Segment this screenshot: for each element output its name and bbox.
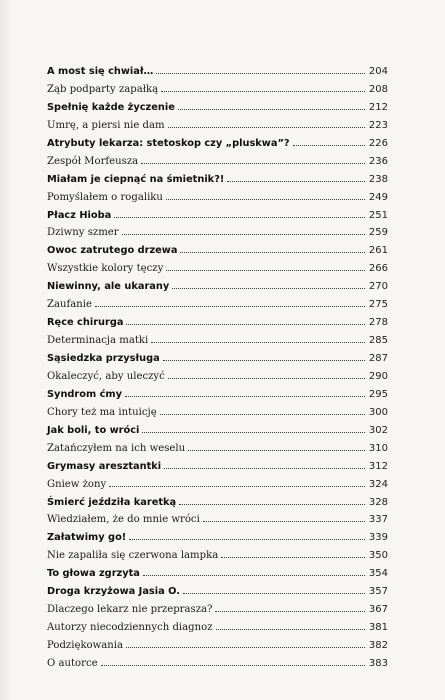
toc-entry-title: Dlaczego lekarz nie przeprasza? [47, 604, 213, 616]
dot-leader [221, 557, 365, 558]
dot-leader [95, 306, 365, 307]
toc-entry-title: Chory też ma intuicję [47, 406, 157, 418]
toc-entry-page-number: 367 [368, 604, 388, 616]
toc-entry-page-number: 312 [368, 460, 388, 472]
toc-entry [47, 263, 388, 281]
dot-leader [166, 270, 365, 271]
dot-leader [129, 539, 365, 540]
toc-entry-title: Pomyślałem o rogaliku [47, 191, 163, 203]
toc-entry [47, 497, 388, 515]
dot-leader [168, 378, 365, 379]
toc-entry [47, 245, 388, 263]
toc-entry [47, 461, 388, 479]
dot-leader [164, 468, 365, 469]
toc-entry-title: To głowa zgrzyta [47, 568, 140, 580]
toc-entry [47, 156, 388, 174]
toc-entry-title: Spełnię każde życzenie [47, 101, 175, 113]
toc-entry-title: Grymasy aresztantki [47, 460, 162, 472]
toc-entry [47, 479, 388, 497]
toc-entry [47, 550, 388, 568]
dot-leader [293, 145, 365, 146]
toc-entry [47, 371, 388, 389]
toc-entry [47, 210, 388, 228]
toc-entry-page-number: 383 [368, 657, 388, 669]
toc-entry [47, 622, 388, 640]
toc-entry [47, 120, 388, 138]
dot-leader [142, 432, 365, 433]
toc-entry [47, 192, 388, 210]
toc-entry-title: Niewinny, ale ukarany [47, 281, 170, 293]
dot-leader [161, 91, 365, 92]
toc-entry-title: Determinacja matki [47, 335, 149, 347]
dot-leader [122, 234, 365, 235]
toc-entry [47, 335, 388, 353]
toc-entry-title: Zatańczyłem na ich weselu [47, 442, 186, 454]
toc-entry-page-number: 226 [368, 137, 388, 149]
toc-entry-page-number: 251 [368, 209, 388, 221]
toc-entry-title: Miałam je ciepnąć na śmietnik?! [47, 173, 225, 185]
toc-entry-title: Śmierć jeździła karetką [47, 496, 177, 508]
toc-entry [47, 317, 388, 335]
toc-entry [47, 568, 388, 586]
toc-entry-page-number: 382 [368, 640, 388, 651]
toc-entry-title: Płacz Hioba [47, 209, 112, 221]
toc-entry-page-number: 249 [368, 191, 388, 203]
dot-leader [163, 360, 365, 361]
toc-entry [47, 227, 388, 245]
toc-entry-title: Jak boli, to wróci [47, 424, 140, 436]
dot-leader [114, 217, 365, 218]
toc-entry [47, 604, 388, 622]
toc-entry-title: Zespół Morfeusza [47, 155, 139, 167]
toc-entry-page-number: 275 [368, 299, 388, 311]
toc-entry-page-number: 204 [368, 66, 388, 77]
toc-entry-title: Ręce chirurga [47, 317, 124, 329]
toc-entry-page-number: 337 [368, 514, 388, 526]
toc-entry [47, 532, 388, 550]
toc-entry [47, 66, 388, 84]
toc-entry [47, 353, 388, 371]
toc-entry-title: Owoc zatrutego drzewa [47, 245, 178, 257]
toc-entry [47, 102, 388, 120]
toc-entry-title: Sąsiedzka przysługa [47, 353, 160, 364]
toc-entry-page-number: 261 [368, 245, 388, 257]
toc-entry-page-number: 238 [368, 173, 388, 185]
toc-entry [47, 174, 388, 192]
dot-leader [166, 199, 365, 200]
dot-leader [125, 396, 365, 397]
toc-entry-page-number: 266 [368, 263, 388, 275]
dot-leader [179, 504, 365, 505]
toc-entry-page-number: 285 [368, 335, 388, 347]
dot-leader [156, 73, 365, 74]
toc-entry-title: A most się chwiał… [47, 66, 154, 77]
toc-entry [47, 138, 388, 156]
dot-leader [101, 665, 365, 666]
toc-entry-title: Gniew żony [47, 478, 107, 490]
toc-entry-page-number: 310 [368, 442, 388, 454]
page-gutter-shadow [0, 0, 12, 700]
toc-entry-page-number: 270 [368, 281, 388, 293]
toc-entry-title: Wszystkie kolory tęczy [47, 263, 164, 275]
toc-entry-page-number: 381 [368, 622, 388, 634]
dot-leader [172, 288, 365, 289]
toc-entry-page-number: 302 [368, 424, 388, 436]
toc-entry-page-number: 208 [368, 83, 388, 95]
toc-entry-title: Nie zapaliła się czerwona lampka [47, 550, 219, 562]
toc-entry [47, 514, 388, 532]
toc-entry-page-number: 223 [368, 119, 388, 131]
toc-entry [47, 281, 388, 299]
toc-entry [47, 425, 388, 443]
toc-entry [47, 640, 388, 658]
toc-entry-title: Umrę, a piersi nie dam [47, 119, 165, 131]
dot-leader [126, 647, 365, 648]
dot-leader [141, 163, 365, 164]
toc-entry-page-number: 259 [368, 227, 388, 239]
toc-entry-title: Wiedziałem, że do mnie wróci [47, 514, 200, 526]
toc-entry-page-number: 287 [368, 353, 388, 364]
toc-entry [47, 586, 388, 604]
toc-entry [47, 658, 388, 676]
toc-entry-page-number: 328 [368, 496, 388, 508]
toc-entry-title: Autorzy niecodziennych diagnoz [47, 622, 213, 634]
dot-leader [151, 342, 365, 343]
toc-entry [47, 389, 388, 407]
toc-entry-page-number: 295 [368, 388, 388, 400]
toc-entry-title: Atrybuty lekarza: stetoskop czy „pluskwa”? [47, 137, 290, 149]
dot-leader [126, 324, 364, 325]
toc-entry-page-number: 236 [368, 155, 388, 167]
dot-leader [160, 414, 365, 415]
toc-entry-title: Załatwimy go! [47, 532, 127, 544]
toc-entry-title: Okaleczyć, aby uleczyć [47, 370, 165, 382]
toc-entry [47, 84, 388, 102]
dot-leader [178, 109, 365, 110]
toc-entry [47, 407, 388, 425]
table-of-contents [47, 66, 388, 676]
dot-leader [215, 611, 364, 612]
toc-entry-page-number: 212 [368, 101, 388, 113]
dot-leader [227, 181, 365, 182]
dot-leader [188, 450, 365, 451]
dot-leader [180, 252, 364, 253]
toc-entry-title: Droga krzyżowa Jasia O. [47, 586, 180, 598]
toc-entry-title: Syndrom ćmy [47, 388, 123, 400]
toc-entry [47, 299, 388, 317]
toc-entry-page-number: 290 [368, 370, 388, 382]
toc-entry-page-number: 357 [368, 586, 388, 598]
toc-entry-page-number: 300 [368, 406, 388, 418]
dot-leader [168, 127, 365, 128]
toc-entry-title: Zaufanie [47, 299, 92, 311]
dot-leader [216, 629, 365, 630]
dot-leader [143, 575, 365, 576]
toc-entry [47, 443, 388, 461]
toc-entry-page-number: 278 [368, 317, 388, 329]
toc-entry-page-number: 324 [368, 478, 388, 490]
toc-entry-title: O autorce [47, 657, 98, 669]
toc-entry-page-number: 339 [368, 532, 388, 544]
toc-entry-page-number: 350 [368, 550, 388, 562]
toc-entry-title: Ząb podparty zapałką [47, 83, 159, 95]
dot-leader [183, 593, 365, 594]
dot-leader [109, 486, 365, 487]
toc-entry-page-number: 354 [368, 568, 388, 580]
toc-entry-title: Podziękowania [47, 640, 124, 651]
toc-entry-title: Dziwny szmer [47, 227, 119, 239]
dot-leader [203, 521, 365, 522]
